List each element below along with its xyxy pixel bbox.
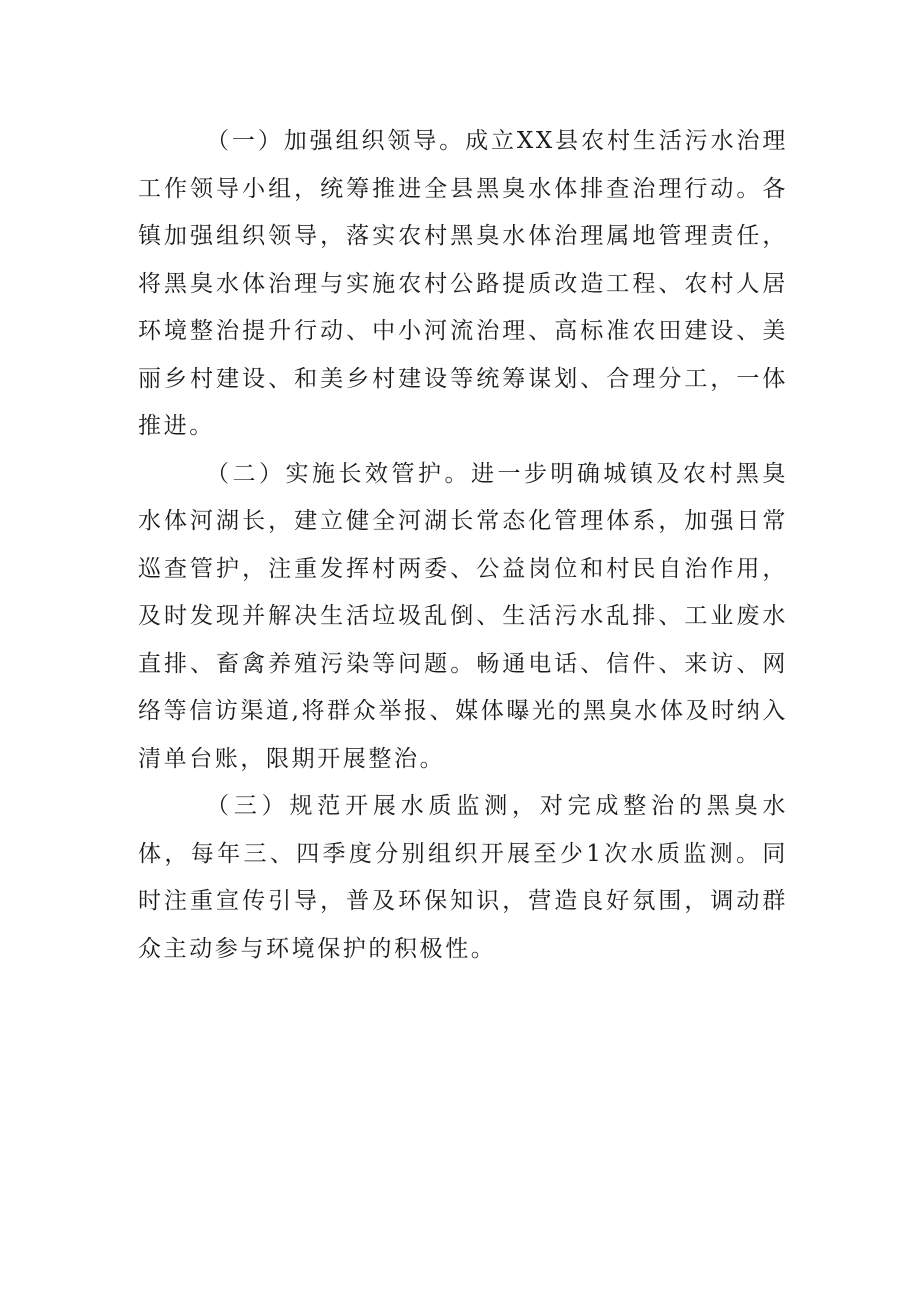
paragraph-organization-leadership: （一）加强组织领导。成立XX县农村生活污水治理工作领导小组，统筹推进全县黑臭水体排查治理行动。各镇加强组织领导，落实农村黑臭水体治理属地管理责任，将黑臭水体治理与实施农村公路提质改造工程、农村人居环境整治提升行动、中小河流治理、高标准农田建设、美丽乡村建设、和美乡村建设等统筹谋划、合理分工，一体推进。	[138, 128, 788, 439]
paragraph-water-quality-monitoring: （三）规范开展水质监测，对完成整治的黑臭水体，每年三、四季度分别组织开展至少1次水质监测。同时注重宣传引导，普及环保知识，营造良好氛围，调动群众主动参与环境保护的积极性。	[138, 793, 788, 962]
paragraph-long-term-maintenance: （二）实施长效管护。进一步明确城镇及农村黑臭水体河湖长，建立健全河湖长常态化管理体系，加强日常巡查管护，注重发挥村两委、公益岗位和村民自治作用，及时发现并解决生活垃圾乱倒、生活污水乱排、工业废水直排、畜禽养殖污染等问题。畅通电话、信件、来访、网络等信访渠道,将群众举报、媒体曝光的黑臭水体及时纳入清单台账，限期开展整治。	[138, 460, 788, 772]
document-body	[138, 118, 788, 973]
